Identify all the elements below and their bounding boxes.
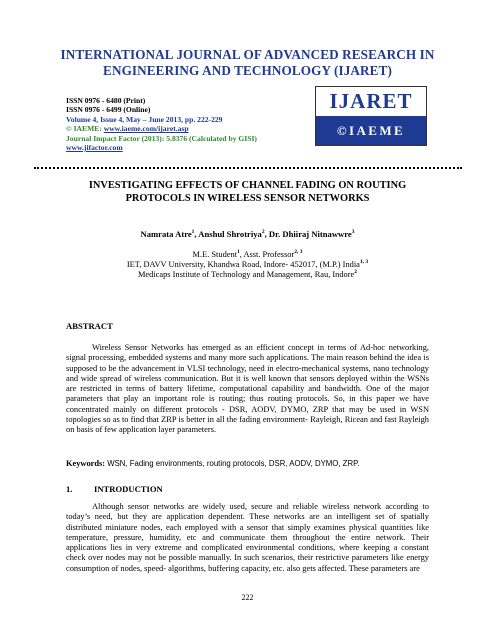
author-name: Anshul Shrotriya: [198, 229, 262, 239]
keywords-label: Keywords:: [66, 459, 106, 468]
affiliation-roles: M.E. Student$^1$, Asst. Professor$^{2, 3}$: [192, 249, 303, 259]
issn-print: ISSN 0976 - 6480 (Print): [66, 96, 146, 105]
section-title: INTRODUCTION: [94, 484, 163, 494]
section-heading-introduction: [66, 484, 163, 494]
abstract-text: Wireless Sensor Networks has emerged as an efficient concept in terms of Ad-hoc networking, signal processing, embedded systems and many more such applications. The main reason behind the idea is supposed to be the advancement in VLSI technology, need in electro-mechanical systems, nano technology and wide spread of wireless communication. But it is well known that sensors deployed within the WSNs are restricted in terms of battery lifetime, computational capability and bandwidth. One of the major parameters that play an important role is routing; thus routing protocols. So, in this paper we have concentrated mainly on different protocols - DSR, AODV, DYMO, ZRP that may be used in WSN topologies so as to find that ZRP is better in all the fading environment- Rayleigh, Ricean and fast Rayleigh on basis of few application layer parameters.: [66, 343, 429, 435]
impact-factor: Journal Impact Factor (2013): 5.8376 (Calculated by GISI): [66, 133, 257, 143]
iaeme-prefix: © IAEME:: [66, 124, 104, 134]
section-number: 1.: [66, 484, 73, 494]
iaeme-line: [66, 124, 311, 133]
paper-title-line-1: INVESTIGATING EFFECTS OF CHANNEL FADING ON ROUTING: [88, 180, 407, 191]
volume-info: Volume 4, Issue 4, May – June 2013, pp. 222-229: [66, 114, 223, 124]
page-number: 222: [241, 593, 254, 602]
keywords-text: WSN, Fading environments, routing protocols, DSR, AODV, DYMO, ZRP.: [105, 459, 360, 468]
affiliations: [40, 250, 455, 281]
journal-title-line-1: INTERNATIONAL JOURNAL OF ADVANCED RESEARCH IN: [60, 47, 435, 62]
journal-metadata: [66, 96, 311, 152]
paper-title-line-2: PROTOCOLS IN WIRELESS SENSOR NETWORKS: [125, 192, 370, 204]
logo-title: IJARET: [329, 89, 413, 113]
keywords: [66, 459, 429, 469]
journal-title-line-2: ENGINEERING AND TECHNOLOGY (IJARET): [103, 62, 392, 78]
author-name: Dr. Dhiiraj Nitnawwre: [268, 229, 352, 239]
author-sup: 2: [261, 229, 265, 236]
header-divider: [34, 167, 462, 169]
affiliation-medicaps: Medicaps Institute of Technology and Management, Rau, Indore$^2$: [137, 269, 357, 280]
jifactor-link[interactable]: www.jifactor.com: [66, 143, 123, 153]
paper-title: [60, 180, 435, 205]
affiliation-iet: IET, DAVV University, Khandwa Road, Indore- 452017, (M.P.) India$^{1, 3}$: [126, 259, 369, 270]
issn-online: ISSN 0976 - 6499 (Online): [66, 105, 151, 115]
ijaret-logo: [315, 86, 427, 146]
abstract-heading: ABSTRACT: [66, 321, 113, 331]
iaeme-link[interactable]: www.iaeme.com/ijaret.asp: [103, 124, 189, 134]
logo-iaeme: ©IAEME: [316, 116, 426, 145]
author-sup: 1: [191, 229, 195, 236]
author-list: Namrata Atre$^1$, Anshul Shrotriya$^2$, Dr. Dhiiraj Nitnawwre$^3$: [140, 229, 355, 239]
journal-title: [40, 47, 455, 78]
introduction-text: Although sensor networks are widely used, secure and reliable wireless network according to today’s need, but they are application dependent. These networks are an intelligent set of spatially distributed miniature nodes, each employed with a sensor that simply examines physical quantities like temperature, pressure, humidity, etc and communicate them throughout the entire network. Their applications lies in very extreme and complicated environmental conditions, where keeping a constant check over nodes may not be possible manually. In such scenarios, their restrictive parameters like energy consumption of nodes, speed- algorithms, buffering capacity, etc. also gets affected. These parameters are: [66, 502, 429, 573]
author-name: Namrata Atre: [140, 229, 192, 239]
author-sup: 3: [351, 229, 355, 236]
